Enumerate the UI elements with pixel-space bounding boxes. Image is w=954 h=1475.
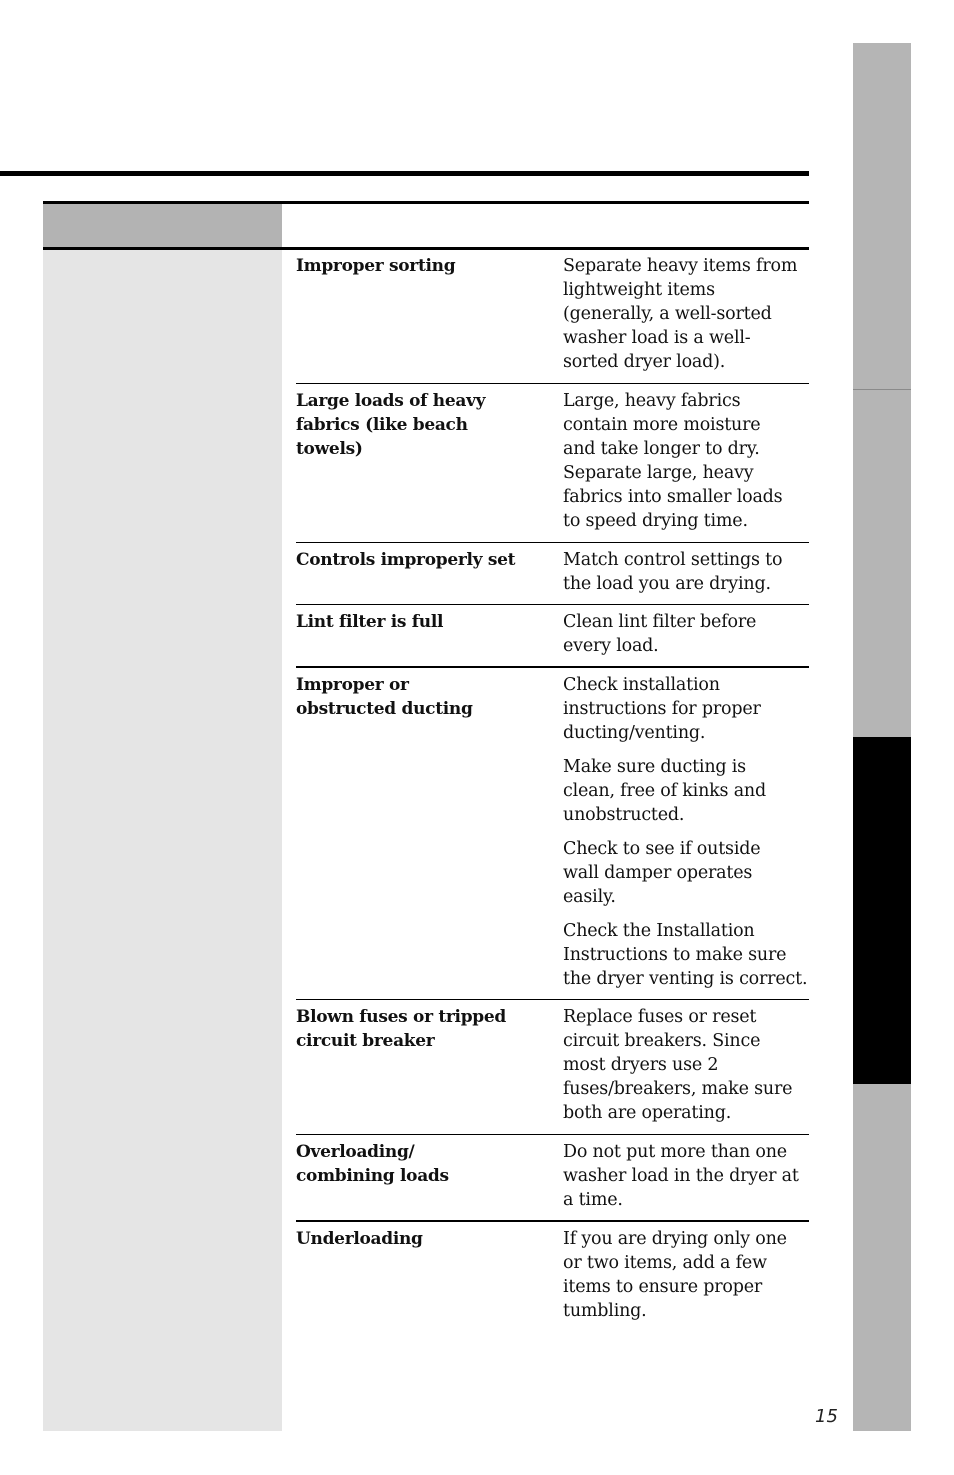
cause-controls-improperly-set: Controls improperly set bbox=[296, 550, 516, 570]
cause-underloading: Underloading bbox=[296, 1229, 423, 1249]
problem-column bbox=[43, 250, 282, 1431]
cause-obstructed-ducting: Improper or obstructed ducting bbox=[296, 675, 473, 719]
fix-text: Separate heavy items from lightweight items (generally, a well-sorted washer load is a well-sorted dryer load). bbox=[563, 256, 798, 372]
fix-text: If you are drying only one or two items, add a few items to ensure proper tumbling. bbox=[563, 1229, 787, 1321]
cause-lint-filter-full: Lint filter is full bbox=[296, 612, 444, 632]
side-tab-active bbox=[853, 737, 911, 1084]
cause-overloading: Overloading/ combining loads bbox=[296, 1142, 449, 1186]
table-header-grey-cell bbox=[43, 204, 282, 247]
fix-text: Check installation instructions for proper ducting/venting. bbox=[563, 675, 761, 743]
fix-text: Large, heavy fabrics contain more moisture and take longer to dry. Separate large, heavy fabrics into smaller loads to speed drying time. bbox=[563, 391, 783, 531]
side-tab-divider bbox=[853, 389, 911, 390]
cause-large-loads: Large loads of heavy fabrics (like beach towels) bbox=[296, 391, 486, 459]
cause-blown-fuses: Blown fuses or tripped circuit breaker bbox=[296, 1007, 506, 1051]
row-divider bbox=[296, 383, 809, 384]
fix-text: Replace fuses or reset circuit breakers. Since most dryers use 2 fuses/breakers, make sure both are operating. bbox=[563, 1007, 793, 1123]
row-divider bbox=[296, 542, 809, 543]
fix-text: Check to see if outside wall damper operates easily. bbox=[563, 839, 761, 907]
page-number: 15 bbox=[815, 1406, 838, 1427]
row-divider bbox=[296, 666, 809, 668]
row-divider bbox=[296, 1220, 809, 1222]
fix-text: Check the Installation Instructions to make sure the dryer venting is correct. bbox=[563, 921, 808, 989]
fix-text: Make sure ducting is clean, free of kinks and unobstructed. bbox=[563, 757, 767, 825]
row-divider bbox=[296, 604, 809, 605]
fix-text: Clean lint filter before every load. bbox=[563, 612, 757, 656]
row-divider bbox=[296, 999, 809, 1000]
top-rule bbox=[0, 171, 809, 176]
fix-text: Match control settings to the load you are drying. bbox=[563, 550, 783, 594]
fix-text: Do not put more than one washer load in the dryer at a time. bbox=[563, 1142, 799, 1210]
cause-improper-sorting: Improper sorting bbox=[296, 256, 456, 276]
row-divider bbox=[296, 1134, 809, 1135]
